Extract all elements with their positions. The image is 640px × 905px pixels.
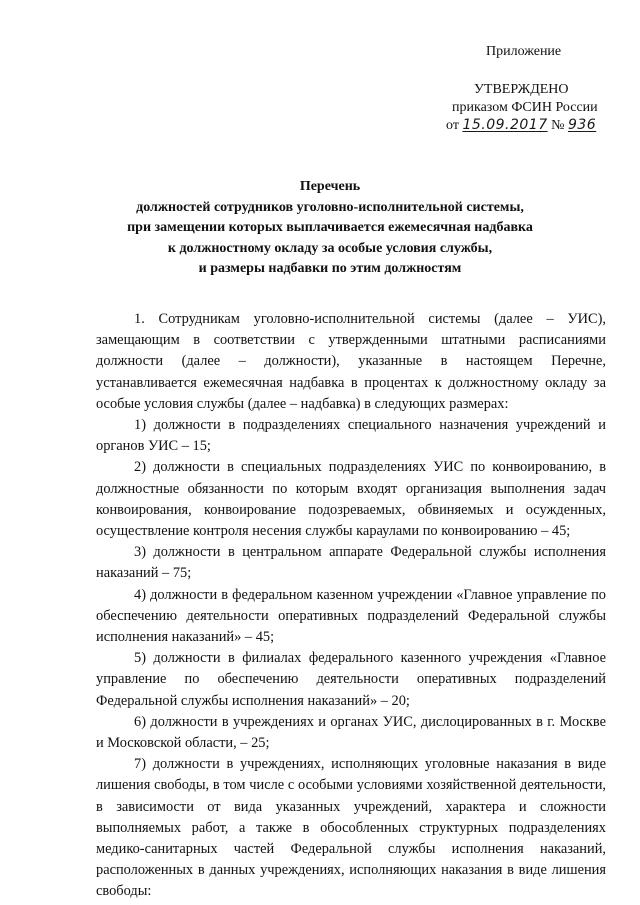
paragraph-item-4: 4) должности в федеральном казенном учреждении «Главное управление по обеспечению деятельности оперативных подразделений Федеральной службы исполнения наказаний» – 45; <box>96 586 606 646</box>
date-prefix: от <box>446 118 459 133</box>
paragraph-item-6: 6) должности в учреждениях и органах УИС, дислоцированных в г. Москве и Московской области, – 25; <box>96 713 606 752</box>
title-line-5: и размеры надбавки по этим должностям <box>198 261 462 276</box>
paragraph-item-1: 1) должности в подразделениях специального назначения учреждений и органов УИС – 15; <box>96 417 606 455</box>
order-date: 15.09.2017 <box>462 117 548 133</box>
paragraph-item-5: 5) должности в филиалах федерального казенного учреждения «Главное управление по обеспечению деятельности оперативных подразделений Федеральной службы исполнения наказаний» – 20; <box>96 650 606 709</box>
title-line-1: Перечень <box>299 179 361 194</box>
document-body <box>96 309 606 903</box>
paragraph-item-2: 2) должности в специальных подразделениях УИС по конвоированию, в должностные обязанности по которым входят организация выполнения задач конвоирования, конвоирование подозреваемых, обвиняемых и осужденных, осуществление контроля несения службы караулами по конвоированию – 45; <box>96 459 606 540</box>
title-line-4: к должностному окладу за особые условия службы, <box>167 240 493 256</box>
paragraph-item-7: 7) должности в учреждениях, исполняющих уголовные наказания в виде лишения свободы, в том числе с особыми условиями хозяйственной деятельности, в зависимости от вида указанных учреждений, характера и сложности выполняемых работ, а также в обособленных структурных подразделениях медико-санитарных частей Федеральной службы исполнения наказаний, расположенных в данных учреждениях, исполняющих наказания в виде лишения свободы: <box>96 756 606 900</box>
title-line-2: должностей сотрудников уголовно-исполнительной системы, <box>136 199 524 215</box>
number-prefix: № <box>551 118 565 133</box>
order-date-line <box>446 115 596 136</box>
document-title <box>60 177 600 280</box>
title-line-3: при замещении которых выплачивается ежемесячная надбавка <box>127 220 533 235</box>
paragraph-1: 1. Сотрудникам уголовно-исполнительной системы (далее – УИС), замещающим в соответствии с утвержденными штатными расписаниями должности (далее – должности), указанные в настоящем Перечне, устанавливается ежемесячная надбавка в процентах к должностному окладу за особые условия службы (далее – надбавка) в следующих размерах: <box>96 311 606 412</box>
paragraph-item-3: 3) должности в центральном аппарате Федеральной службы исполнения наказаний – 75; <box>96 544 606 582</box>
appendix-label: Приложение <box>486 44 562 59</box>
order-number: 936 <box>567 117 597 133</box>
approved-label: УТВЕРЖДЕНО <box>474 82 569 97</box>
order-label: приказом ФСИН России <box>452 100 598 115</box>
